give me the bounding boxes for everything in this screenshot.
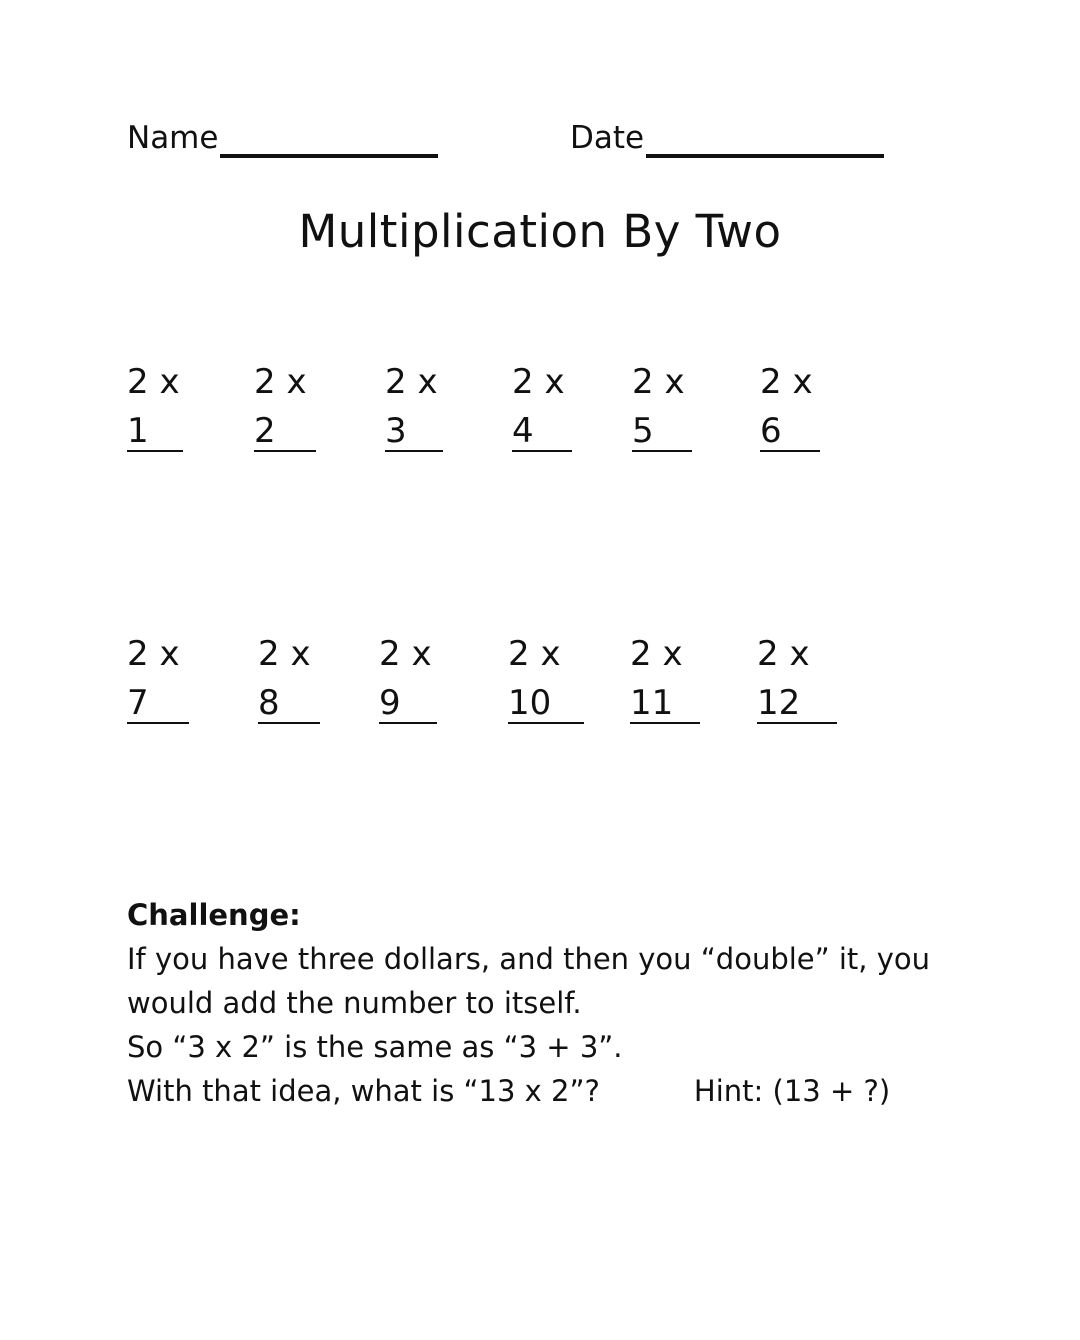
problem-answer-blank[interactable]: 5 [632,412,692,452]
problem-multiplier: 2 x [757,634,810,674]
problem-multiplier: 2 x [630,634,683,674]
challenge-heading: Challenge: [127,898,301,932]
problem-12 [757,632,877,724]
date-label: Date [570,120,645,156]
problem-1 [127,360,247,452]
name-field[interactable] [127,118,438,158]
problem-answer-blank[interactable]: 11 [630,684,700,724]
problem-multiplier: 2 x [632,362,685,402]
problem-answer-blank[interactable]: 3 [385,412,443,452]
problem-2 [254,360,374,452]
problem-answer-blank[interactable]: 6 [760,412,820,452]
problem-10 [508,632,628,724]
problem-multiplier: 2 x [254,362,307,402]
problem-9 [379,632,499,724]
problem-multiplier: 2 x [512,362,565,402]
problem-8 [258,632,378,724]
problem-6 [760,360,880,452]
challenge-line-2: would add the number to itself. [127,986,582,1020]
problem-multiplier: 2 x [379,634,432,674]
problem-answer-blank[interactable]: 2 [254,412,316,452]
challenge-question: With that idea, what is “13 x 2”? [127,1074,600,1108]
problem-answer-blank[interactable]: 1 [127,412,183,452]
problem-answer-blank[interactable]: 7 [127,684,189,724]
date-blank-line[interactable] [646,120,884,158]
date-field[interactable] [570,118,884,158]
problem-row-1 [127,360,927,470]
problem-answer-blank[interactable]: 12 [757,684,837,724]
challenge-hint: Hint: (13 + ?) [693,1074,891,1108]
problem-multiplier: 2 x [127,634,180,674]
problem-answer-blank[interactable]: 8 [258,684,320,724]
challenge-line-4-wrapper [127,1069,1007,1113]
name-blank-line[interactable] [220,120,438,158]
challenge-line-1: If you have three dollars, and then you “double” it, you [127,942,931,976]
problem-row-2 [127,632,927,742]
problem-multiplier: 2 x [760,362,813,402]
problem-multiplier: 2 x [508,634,561,674]
problem-5 [632,360,752,452]
name-label: Name [127,120,219,156]
problem-7 [127,632,247,724]
problem-multiplier: 2 x [258,634,311,674]
problem-multiplier: 2 x [385,362,438,402]
problem-multiplier: 2 x [127,362,180,402]
problem-4 [512,360,632,452]
problem-answer-blank[interactable]: 9 [379,684,437,724]
problem-3 [385,360,505,452]
problem-answer-blank[interactable]: 4 [512,412,572,452]
challenge-line-3: So “3 x 2” is the same as “3 + 3”. [127,1030,623,1064]
problem-answer-blank[interactable]: 10 [508,684,584,724]
problem-11 [630,632,750,724]
challenge-section [127,893,1007,1113]
page-title: Multiplication By Two [298,205,782,258]
